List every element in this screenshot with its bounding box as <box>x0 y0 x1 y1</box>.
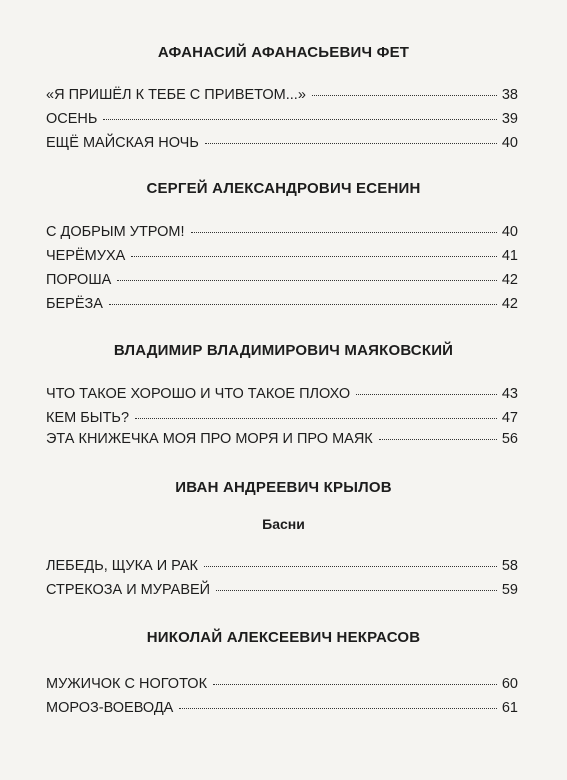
entry-page-number: 58 <box>501 558 518 574</box>
entry-page-number: 60 <box>501 676 518 692</box>
entry-title: ОСЕНЬ <box>46 111 98 127</box>
subheading-fables: Басни <box>262 516 305 532</box>
dot-leader <box>356 394 497 395</box>
entry-title: КЕМ БЫТЬ? <box>46 410 130 426</box>
dot-leader <box>379 439 497 440</box>
toc-entry[interactable] <box>46 558 518 578</box>
toc-entry[interactable] <box>46 272 518 292</box>
entry-title: ЕЩЁ МАЙСКАЯ НОЧЬ <box>46 135 199 151</box>
entry-page-number: 47 <box>501 410 518 426</box>
author-heading-mayakovsky: ВЛАДИМИР ВЛАДИМИРОВИЧ МАЯКОВСКИЙ <box>113 342 454 359</box>
dot-leader <box>117 280 497 281</box>
entry-page-number: 61 <box>501 700 518 716</box>
dot-leader <box>204 566 497 567</box>
toc-entry[interactable] <box>46 582 518 602</box>
toc-entry[interactable] <box>46 410 518 430</box>
toc-entry[interactable] <box>46 700 518 720</box>
entry-title: МУЖИЧОК С НОГОТОК <box>46 676 208 692</box>
dot-leader <box>205 143 497 144</box>
toc-entry[interactable] <box>46 111 518 131</box>
toc-entry[interactable] <box>46 676 518 696</box>
entry-page-number: 56 <box>501 431 518 447</box>
entry-page-number: 42 <box>501 296 518 312</box>
entry-page-number: 38 <box>501 87 518 103</box>
author-heading-nekrasov: НИКОЛАЙ АЛЕКСЕЕВИЧ НЕКРАСОВ <box>146 629 421 646</box>
dot-leader <box>312 95 497 96</box>
dot-leader <box>179 708 497 709</box>
entry-title: СТРЕКОЗА И МУРАВЕЙ <box>46 582 211 598</box>
toc-entry[interactable] <box>46 87 518 107</box>
entry-page-number: 42 <box>501 272 518 288</box>
entry-title: ЧТО ТАКОЕ ХОРОШО И ЧТО ТАКОЕ ПЛОХО <box>46 386 351 402</box>
toc-entry[interactable] <box>46 296 518 316</box>
entry-page-number: 41 <box>501 248 518 264</box>
author-heading-fet: АФАНАСИЙ АФАНАСЬЕВИЧ ФЕТ <box>157 44 410 61</box>
toc-entry[interactable] <box>46 431 518 451</box>
dot-leader <box>216 590 497 591</box>
entry-title: МОРОЗ-ВОЕВОДА <box>46 700 174 716</box>
entry-page-number: 43 <box>501 386 518 402</box>
entry-page-number: 39 <box>501 111 518 127</box>
dot-leader <box>191 232 497 233</box>
entry-title: БЕРЁЗА <box>46 296 103 312</box>
toc-entry[interactable] <box>46 386 518 406</box>
author-heading-esenin: СЕРГЕЙ АЛЕКСАНДРОВИЧ ЕСЕНИН <box>146 180 421 197</box>
entry-title: С ДОБРЫМ УТРОМ! <box>46 224 185 240</box>
dot-leader <box>103 119 496 120</box>
entry-title: «Я ПРИШЁЛ К ТЕБЕ С ПРИВЕТОМ...» <box>46 87 306 103</box>
entry-title: ЭТА КНИЖЕЧКА МОЯ ПРО МОРЯ И ПРО МАЯК <box>46 431 373 447</box>
entry-page-number: 40 <box>501 135 518 151</box>
dot-leader <box>135 418 497 419</box>
entry-title: ЧЕРЁМУХА <box>46 248 126 264</box>
entry-title: ЛЕБЕДЬ, ЩУКА И РАК <box>46 558 198 574</box>
entry-page-number: 59 <box>501 582 518 598</box>
entry-page-number: 40 <box>501 224 518 240</box>
toc-entry[interactable] <box>46 135 518 155</box>
toc-entry[interactable] <box>46 224 518 244</box>
dot-leader <box>109 304 497 305</box>
toc-entry[interactable] <box>46 248 518 268</box>
entry-title: ПОРОША <box>46 272 112 288</box>
author-heading-krylov: ИВАН АНДРЕЕВИЧ КРЫЛОВ <box>175 479 392 496</box>
dot-leader <box>131 256 497 257</box>
dot-leader <box>213 684 497 685</box>
